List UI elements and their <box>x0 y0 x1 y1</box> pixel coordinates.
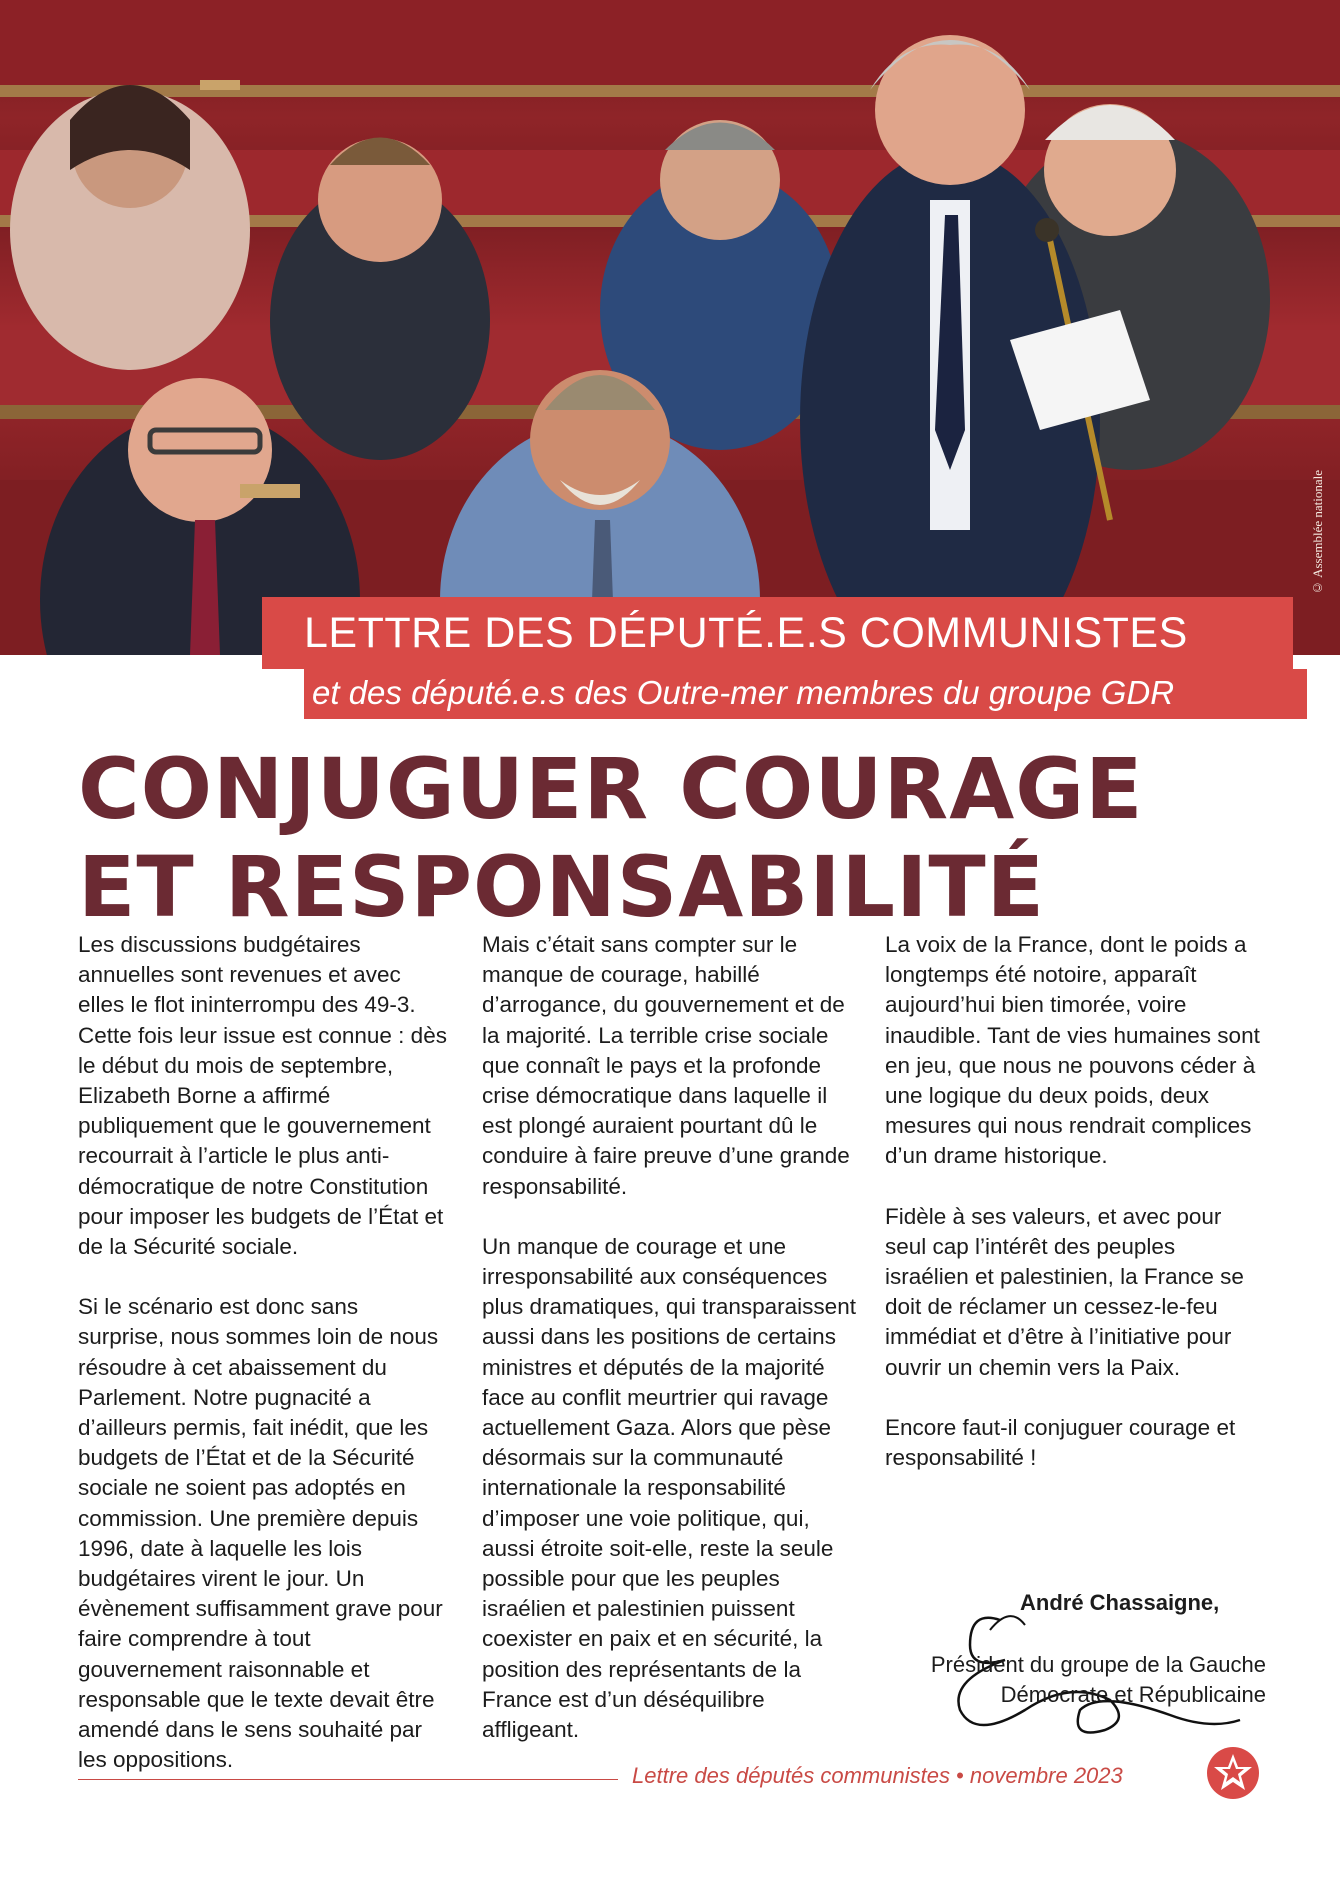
paragraph: Un manque de courage et une irresponsabilité aux conséquences plus dramatiques, qui transparaissent aussi dans les positions de certains ministres et députés de la majorité face au conflit meurtrier qui ravage actuellement Gaza. Alors que pèse désormais sur la communauté internationale la responsabilité d’imposer une voie politique, qui, aussi étroite soit-elle, reste la seule possible pour que les peuples israélien et palestinien puissent coexister en paix et en sécurité, la position des représentants de la France est d’un déséquilibre affligeant. <box>482 1233 856 1743</box>
assembly-photo-illustration <box>0 0 1340 655</box>
newsletter-subbanner <box>304 669 1307 719</box>
article-column-3 <box>885 930 1265 1503</box>
signatory-title-line-2: Démocrate et Républicaine <box>1000 1682 1266 1707</box>
paragraph: Encore faut-il conjuguer courage et responsabilité ! <box>885 1414 1236 1471</box>
paragraph: Si le scénario est donc sans surprise, nous sommes loin de nous résoudre à cet abaissement du Parlement. Notre pugnacité a d’ailleurs permis, fait inédit, que les budgets de l’État et de la Sécurité sociale ne soient pas adoptés en commission. Une première depuis 1996, date à laquelle les lois budgétaires virent le jour. Un évènement suffisamment grave pour faire comprendre à tout gouvernement raisonnable et responsable que le texte devait être amendé dans le sens souhaité par les oppositions. <box>78 1294 443 1773</box>
paragraph: Les discussions budgétaires annuelles sont revenues et avec elles le flot ininterrompu des 49-3. Cette fois leur issue est connue : dès le début du mois de septembre, Elizabeth Borne a affirmé publiquement que le gouvernement recourrait à l’article le plus anti-démocratique de notre Constitution pour imposer les budgets de l’État et de la Sécurité sociale. <box>78 932 447 1260</box>
paragraph: Mais c’était sans compter sur le manque de courage, habillé d’arrogance, du gouvernement et de la majorité. La terrible crise sociale que connaît le pays et la profonde crise démocratique dans laquelle il est plongé auraient pourtant dû le conduire à faire preuve d’une grande responsabilité. <box>482 932 850 1199</box>
newsletter-title: LETTRE DES DÉPUTÉ.E.S COMMUNISTES <box>304 609 1188 657</box>
paragraph: Fidèle à ses valeurs, et avec pour seul cap l’intérêt des peuples israélien et palestinien, la France se doit de réclamer un cessez-le-feu immédiat et d’être à l’initiative pour ouvrir un chemin vers la Paix. <box>885 1203 1244 1380</box>
paragraph: La voix de la France, dont le poids a longtemps été notoire, apparaît aujourd’hui bien timorée, voire inaudible. Tant de vies humaines sont en jeu, que nous ne pouvons céder à une logique du deux poids, deux mesures qui nous rendrait complices d’un drame historique. <box>885 932 1260 1169</box>
footer-rule <box>78 1779 618 1780</box>
footer-text: Lettre des députés communistes • novembre 2023 <box>632 1763 1123 1788</box>
signatory-title-line-1: Président du groupe de la Gauche <box>930 1652 1266 1677</box>
red-star-icon <box>1205 1745 1261 1801</box>
newsletter-subtitle: et des député.e.s des Outre-mer membres du groupe GDR <box>312 674 1175 711</box>
headline-line-2: ET RESPONSABILITÉ <box>78 838 1046 936</box>
signatory-title <box>846 1650 1266 1710</box>
hero-photo <box>0 0 1340 655</box>
signatory-name: André Chassaigne, <box>1020 1590 1220 1615</box>
article-column-2 <box>482 930 862 1775</box>
headline-line-1: CONJUGUER COURAGE <box>78 740 1144 838</box>
article-column-1 <box>78 930 450 1805</box>
photo-credit: © Assemblée nationale <box>1310 470 1325 596</box>
newsletter-banner <box>262 597 1293 669</box>
headline <box>78 740 1278 936</box>
